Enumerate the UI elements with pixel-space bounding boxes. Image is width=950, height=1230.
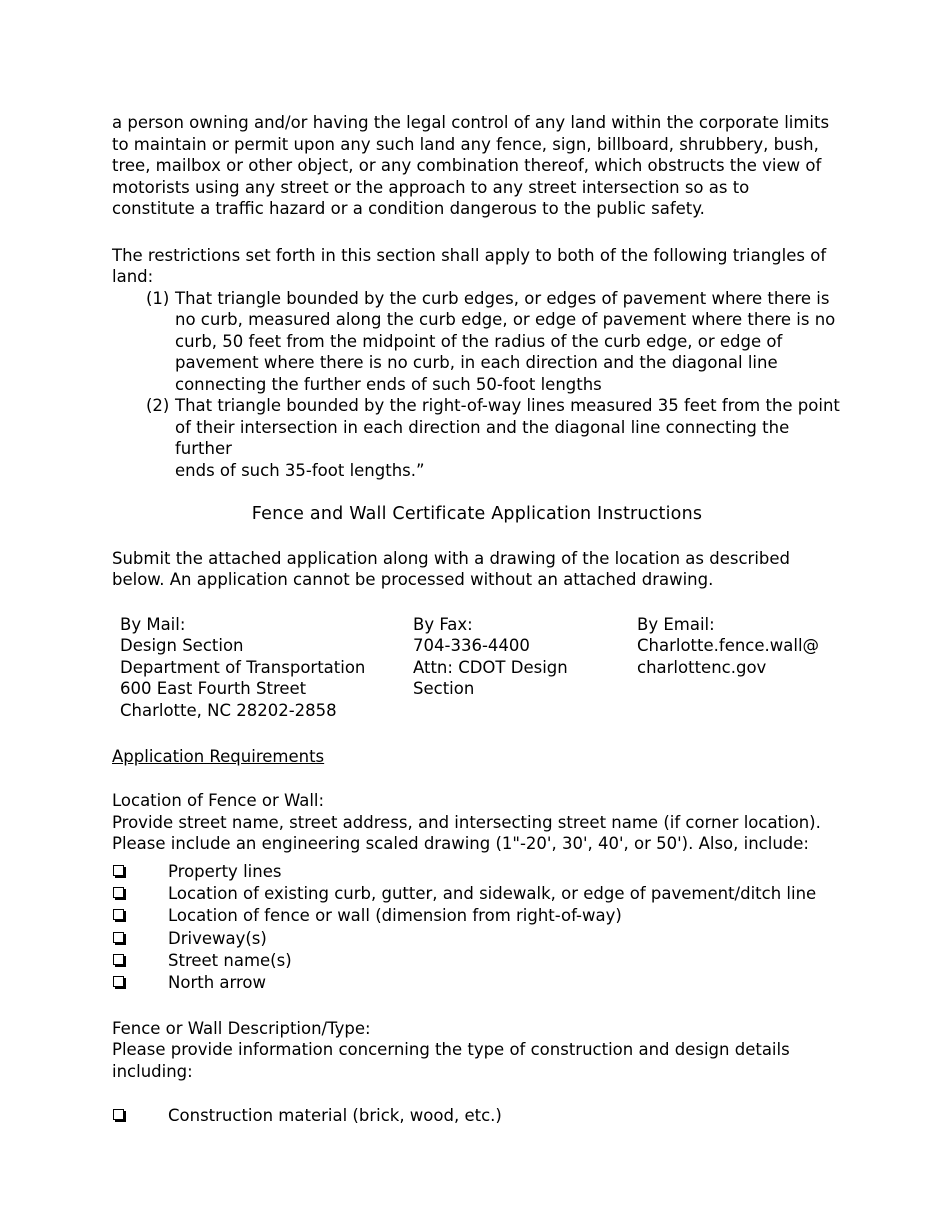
list-item [112, 861, 842, 883]
list-item-label: Street name(s) [168, 951, 292, 971]
triangle-item-2 [146, 395, 842, 481]
fax-line: Section [413, 679, 475, 698]
document-page [112, 112, 842, 1127]
checkbox-icon [113, 865, 124, 876]
triangle-list [146, 288, 842, 482]
text-line: Submit the attached application along with a drawing of the location as described [112, 548, 791, 568]
text-line: of their intersection in each direction and the diagonal line connecting the further [175, 417, 790, 458]
fax-contact [413, 614, 613, 700]
text-line: The restrictions set forth in this section shall apply to both of the following triangles of [112, 245, 827, 265]
text-line: connecting the further ends of such 50-foot lengths [175, 374, 602, 394]
fax-number: 704-336-4400 [413, 636, 530, 655]
text-line: no curb, measured along the curb edge, or edge of pavement where there is no [175, 310, 836, 329]
mail-line: Department of Transportation [120, 657, 366, 677]
list-item-label: Property lines [168, 861, 282, 881]
text-line: Provide street name, street address, and intersecting street name (if corner location). [112, 812, 821, 832]
text-line: That triangle bounded by the curb edges, or edges of pavement where there is [175, 288, 830, 308]
text-line: land: [112, 267, 154, 286]
checkbox-icon [113, 909, 124, 920]
location-section [112, 790, 842, 855]
text-line: to maintain or permit upon any such land any fence, sign, billboard, shrubbery, bush, [112, 134, 819, 154]
list-item [112, 950, 842, 972]
text-line: pavement where there is no curb, in each direction and the diagonal line [175, 353, 778, 372]
text-line: curb, 50 feet from the midpoint of the radius of the curb edge, or edge of [175, 331, 783, 351]
requirements-heading: Application Requirements [112, 746, 325, 766]
text-line: Please provide information concerning the type of construction and design details [112, 1040, 790, 1060]
text-line: That triangle bounded by the right-of-way lines measured 35 feet from the point [175, 396, 840, 415]
submit-paragraph [112, 548, 842, 591]
checkbox-icon [113, 932, 124, 943]
text-line: Please include an engineering scaled drawing (1"-20', 30', 40', or 50'). Also, include: [112, 834, 809, 853]
list-number: (1) [146, 288, 170, 308]
email-address-line: charlottenc.gov [637, 657, 767, 677]
text-line: motorists using any street or the approach to any street intersection so as to [112, 177, 750, 197]
email-contact [637, 614, 842, 679]
list-item-label: North arrow [168, 973, 267, 993]
mail-contact [120, 614, 410, 722]
list-item [112, 928, 842, 950]
text-line: constitute a traffic hazard or a condition dangerous to the public safety. [112, 199, 705, 218]
contact-methods [112, 614, 842, 724]
triangle-item-1 [146, 288, 842, 396]
fax-line: Attn: CDOT Design [413, 657, 568, 677]
instructions-title: Fence and Wall Certificate Application Instructions [251, 504, 703, 524]
checkbox-icon [113, 976, 124, 987]
restrictions-paragraph [112, 245, 842, 288]
text-line: tree, mailbox or other object, or any combination thereof, which obstructs the view of [112, 156, 822, 175]
list-item-label: Construction material (brick, wood, etc.) [168, 1106, 502, 1126]
mail-line: Charlotte, NC 28202-2858 [120, 700, 337, 720]
description-checklist [112, 1105, 842, 1127]
location-checklist [112, 861, 842, 995]
list-number: (2) [146, 396, 170, 415]
text-line: including: [112, 1061, 193, 1081]
intro-paragraph [112, 112, 842, 220]
mail-line: Design Section [120, 636, 244, 655]
fax-heading: By Fax: [413, 614, 473, 634]
mail-line: 600 East Fourth Street [120, 679, 307, 698]
list-item [112, 905, 842, 927]
list-item-label: Driveway(s) [168, 928, 267, 948]
text-line: below. An application cannot be processed without an attached drawing. [112, 570, 714, 589]
location-heading: Location of Fence or Wall: [112, 791, 325, 810]
list-item-label: Location of existing curb, gutter, and sidewalk, or edge of pavement/ditch line [168, 883, 817, 903]
checkbox-icon [113, 887, 124, 898]
list-item [112, 1105, 842, 1127]
text-line: ends of such 35-foot lengths.” [175, 460, 425, 480]
text-line: a person owning and/or having the legal control of any land within the corporate limits [112, 113, 830, 132]
email-address-line: Charlotte.fence.wall@ [637, 636, 820, 655]
checkbox-icon [113, 954, 124, 965]
description-section [112, 1018, 842, 1083]
checkbox-icon [113, 1109, 124, 1120]
list-item-label: Location of fence or wall (dimension from right-of-way) [168, 906, 622, 926]
description-heading: Fence or Wall Description/Type: [112, 1018, 371, 1038]
email-heading: By Email: [637, 614, 715, 634]
list-item [112, 883, 842, 905]
list-item [112, 972, 842, 994]
mail-heading: By Mail: [120, 614, 186, 634]
